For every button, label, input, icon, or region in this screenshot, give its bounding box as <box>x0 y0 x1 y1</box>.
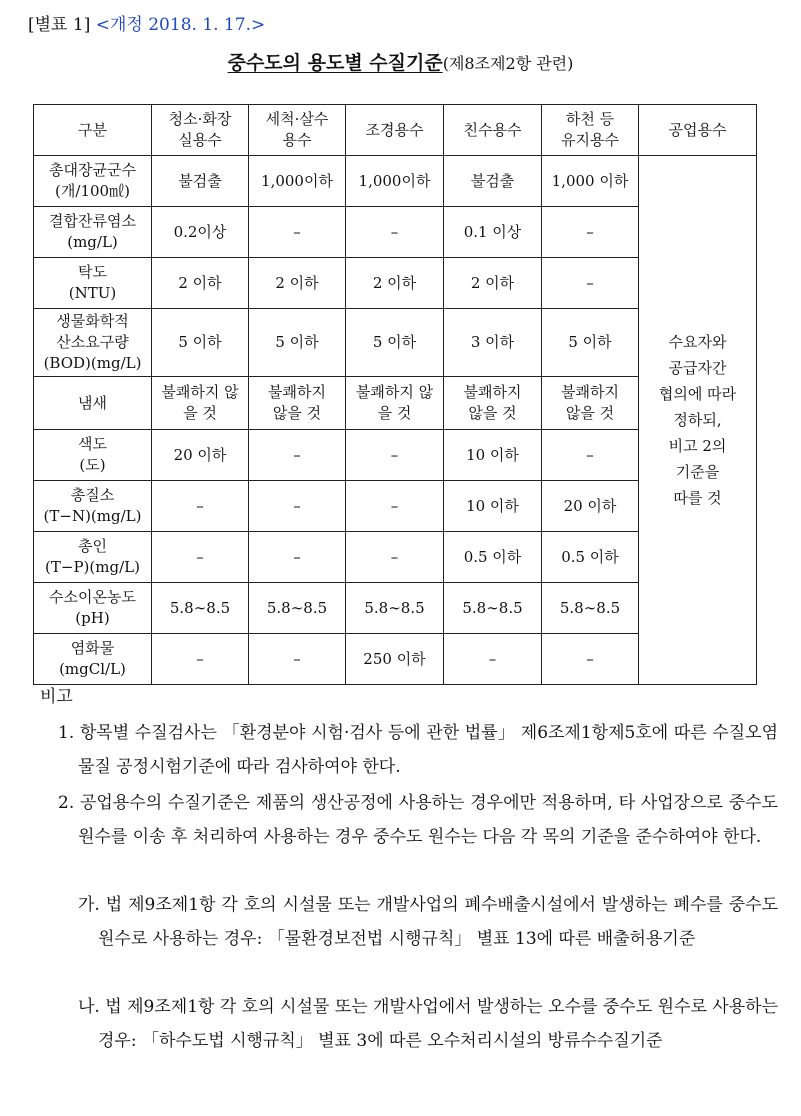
table-cell: – <box>444 634 542 685</box>
table-cell: – <box>249 634 346 685</box>
table-cell: 불쾌하지 않을 것 <box>444 377 542 430</box>
row-label: 총질소 (T−N)(mg/L) <box>34 481 152 532</box>
table-cell: 250 이하 <box>346 634 444 685</box>
table-cell: 2 이하 <box>346 258 444 309</box>
annex-label: [별표 1] <box>28 15 91 35</box>
table-cell: 0.5 이하 <box>542 532 639 583</box>
title-sub: (제8조제2항 관련) <box>442 54 574 73</box>
table-cell: 1,000이하 <box>249 156 346 207</box>
amendment-date: <개정 2018. 1. 17.> <box>95 15 266 35</box>
table-cell: 5.8∼8.5 <box>152 583 249 634</box>
row-label: 결합잔류염소 (mg/L) <box>34 207 152 258</box>
title-main: 중수도의 용도별 수질기준 <box>227 52 443 74</box>
remark-note-2-b: 나. 법 제9조제1항 각 호의 시설물 또는 개발사업에서 발생하는 오수를 중수도 원수로 사용하는 경우: 「하수도법 시행규칙」 별표 3에 따른 오수처리시설의 방류수수질기준 <box>78 997 778 1051</box>
row-label: 생물화학적 산소요구량 (BOD)(mg/L) <box>34 309 152 377</box>
header-row <box>34 105 757 156</box>
column-header: 세척·살수 용수 <box>249 105 346 156</box>
remark-note-2-a: 가. 법 제9조제1항 각 호의 시설물 또는 개발사업의 폐수배출시설에서 발생하는 폐수를 중수도 원수로 사용하는 경우: 「물환경보전법 시행규칙」 별표 13에 따른 배출허용기준 <box>78 895 778 949</box>
table-cell: – <box>346 481 444 532</box>
row-label: 냄새 <box>34 377 152 430</box>
table-cell: – <box>346 207 444 258</box>
table-cell: 10 이하 <box>444 481 542 532</box>
remarks-label: 비고 <box>40 687 73 707</box>
table-cell: 0.1 이상 <box>444 207 542 258</box>
table-cell: 5.8∼8.5 <box>444 583 542 634</box>
table-cell: – <box>249 532 346 583</box>
row-label: 수소이온농도 (pH) <box>34 583 152 634</box>
table-cell: 20 이하 <box>152 430 249 481</box>
table-cell: 5 이하 <box>249 309 346 377</box>
table-cell: 2 이하 <box>152 258 249 309</box>
table-cell: 10 이하 <box>444 430 542 481</box>
table-cell: – <box>152 532 249 583</box>
table-cell: – <box>152 634 249 685</box>
table-cell: – <box>542 430 639 481</box>
remark-note-2: 2. 공업용수의 수질기준은 제품의 생산공정에 사용하는 경우에만 적용하며, 타 사업장으로 중수도 원수를 이송 후 처리하여 사용하는 경우 중수도 원수는 다음 각 목의 기준을 준수하여야 한다. <box>58 793 778 847</box>
column-header: 청소·화장 실용수 <box>152 105 249 156</box>
table-cell: 불쾌하지 않 을 것 <box>346 377 444 430</box>
document-title <box>0 48 801 75</box>
row-label: 총대장균군수 (개/100㎖) <box>34 156 152 207</box>
table-cell: – <box>152 481 249 532</box>
table-cell: 5 이하 <box>542 309 639 377</box>
table-cell: – <box>346 532 444 583</box>
column-header: 공업용수 <box>639 105 757 156</box>
table-cell: – <box>542 634 639 685</box>
table-cell: 2 이하 <box>444 258 542 309</box>
table-cell: 불쾌하지 않 을 것 <box>152 377 249 430</box>
row-label: 색도 (도) <box>34 430 152 481</box>
document-header <box>28 10 265 35</box>
column-header: 구분 <box>34 105 152 156</box>
table-cell: 5.8∼8.5 <box>249 583 346 634</box>
table-row <box>34 156 757 207</box>
table-cell: 5 이하 <box>152 309 249 377</box>
table-cell: 5 이하 <box>346 309 444 377</box>
table-cell: 20 이하 <box>542 481 639 532</box>
table-cell: – <box>346 430 444 481</box>
row-label: 탁도 (NTU) <box>34 258 152 309</box>
table-cell: 불검출 <box>444 156 542 207</box>
table-cell: 1,000이하 <box>346 156 444 207</box>
table-cell: 0.5 이하 <box>444 532 542 583</box>
table-cell: – <box>249 430 346 481</box>
table-cell: 1,000 이하 <box>542 156 639 207</box>
column-header: 조경용수 <box>346 105 444 156</box>
table-cell: 0.2이상 <box>152 207 249 258</box>
table-cell: 3 이하 <box>444 309 542 377</box>
table-cell: – <box>542 258 639 309</box>
table-cell: 5.8∼8.5 <box>346 583 444 634</box>
column-header: 하천 등 유지용수 <box>542 105 639 156</box>
table-cell: 5.8∼8.5 <box>542 583 639 634</box>
row-label: 총인 (T−P)(mg/L) <box>34 532 152 583</box>
remark-note-1: 1. 항목별 수질검사는 「환경분야 시험·검사 등에 관한 법률」 제6조제1항제5호에 따른 수질오염물질 공정시험기준에 따라 검사하여야 한다. <box>58 723 778 777</box>
table-cell: – <box>249 481 346 532</box>
table-cell: 불쾌하지 않을 것 <box>249 377 346 430</box>
table-cell: 불쾌하지 않을 것 <box>542 377 639 430</box>
table-cell: 불검출 <box>152 156 249 207</box>
column-header: 친수용수 <box>444 105 542 156</box>
row-label: 염화물 (mgCl/L) <box>34 634 152 685</box>
table-cell: 2 이하 <box>249 258 346 309</box>
water-quality-table <box>33 104 757 685</box>
table-cell: – <box>249 207 346 258</box>
table-cell: – <box>542 207 639 258</box>
industrial-water-note: 수요자와 공급자간 협의에 따라 정하되, 비고 2의 기준을 따를 것 <box>639 156 757 685</box>
